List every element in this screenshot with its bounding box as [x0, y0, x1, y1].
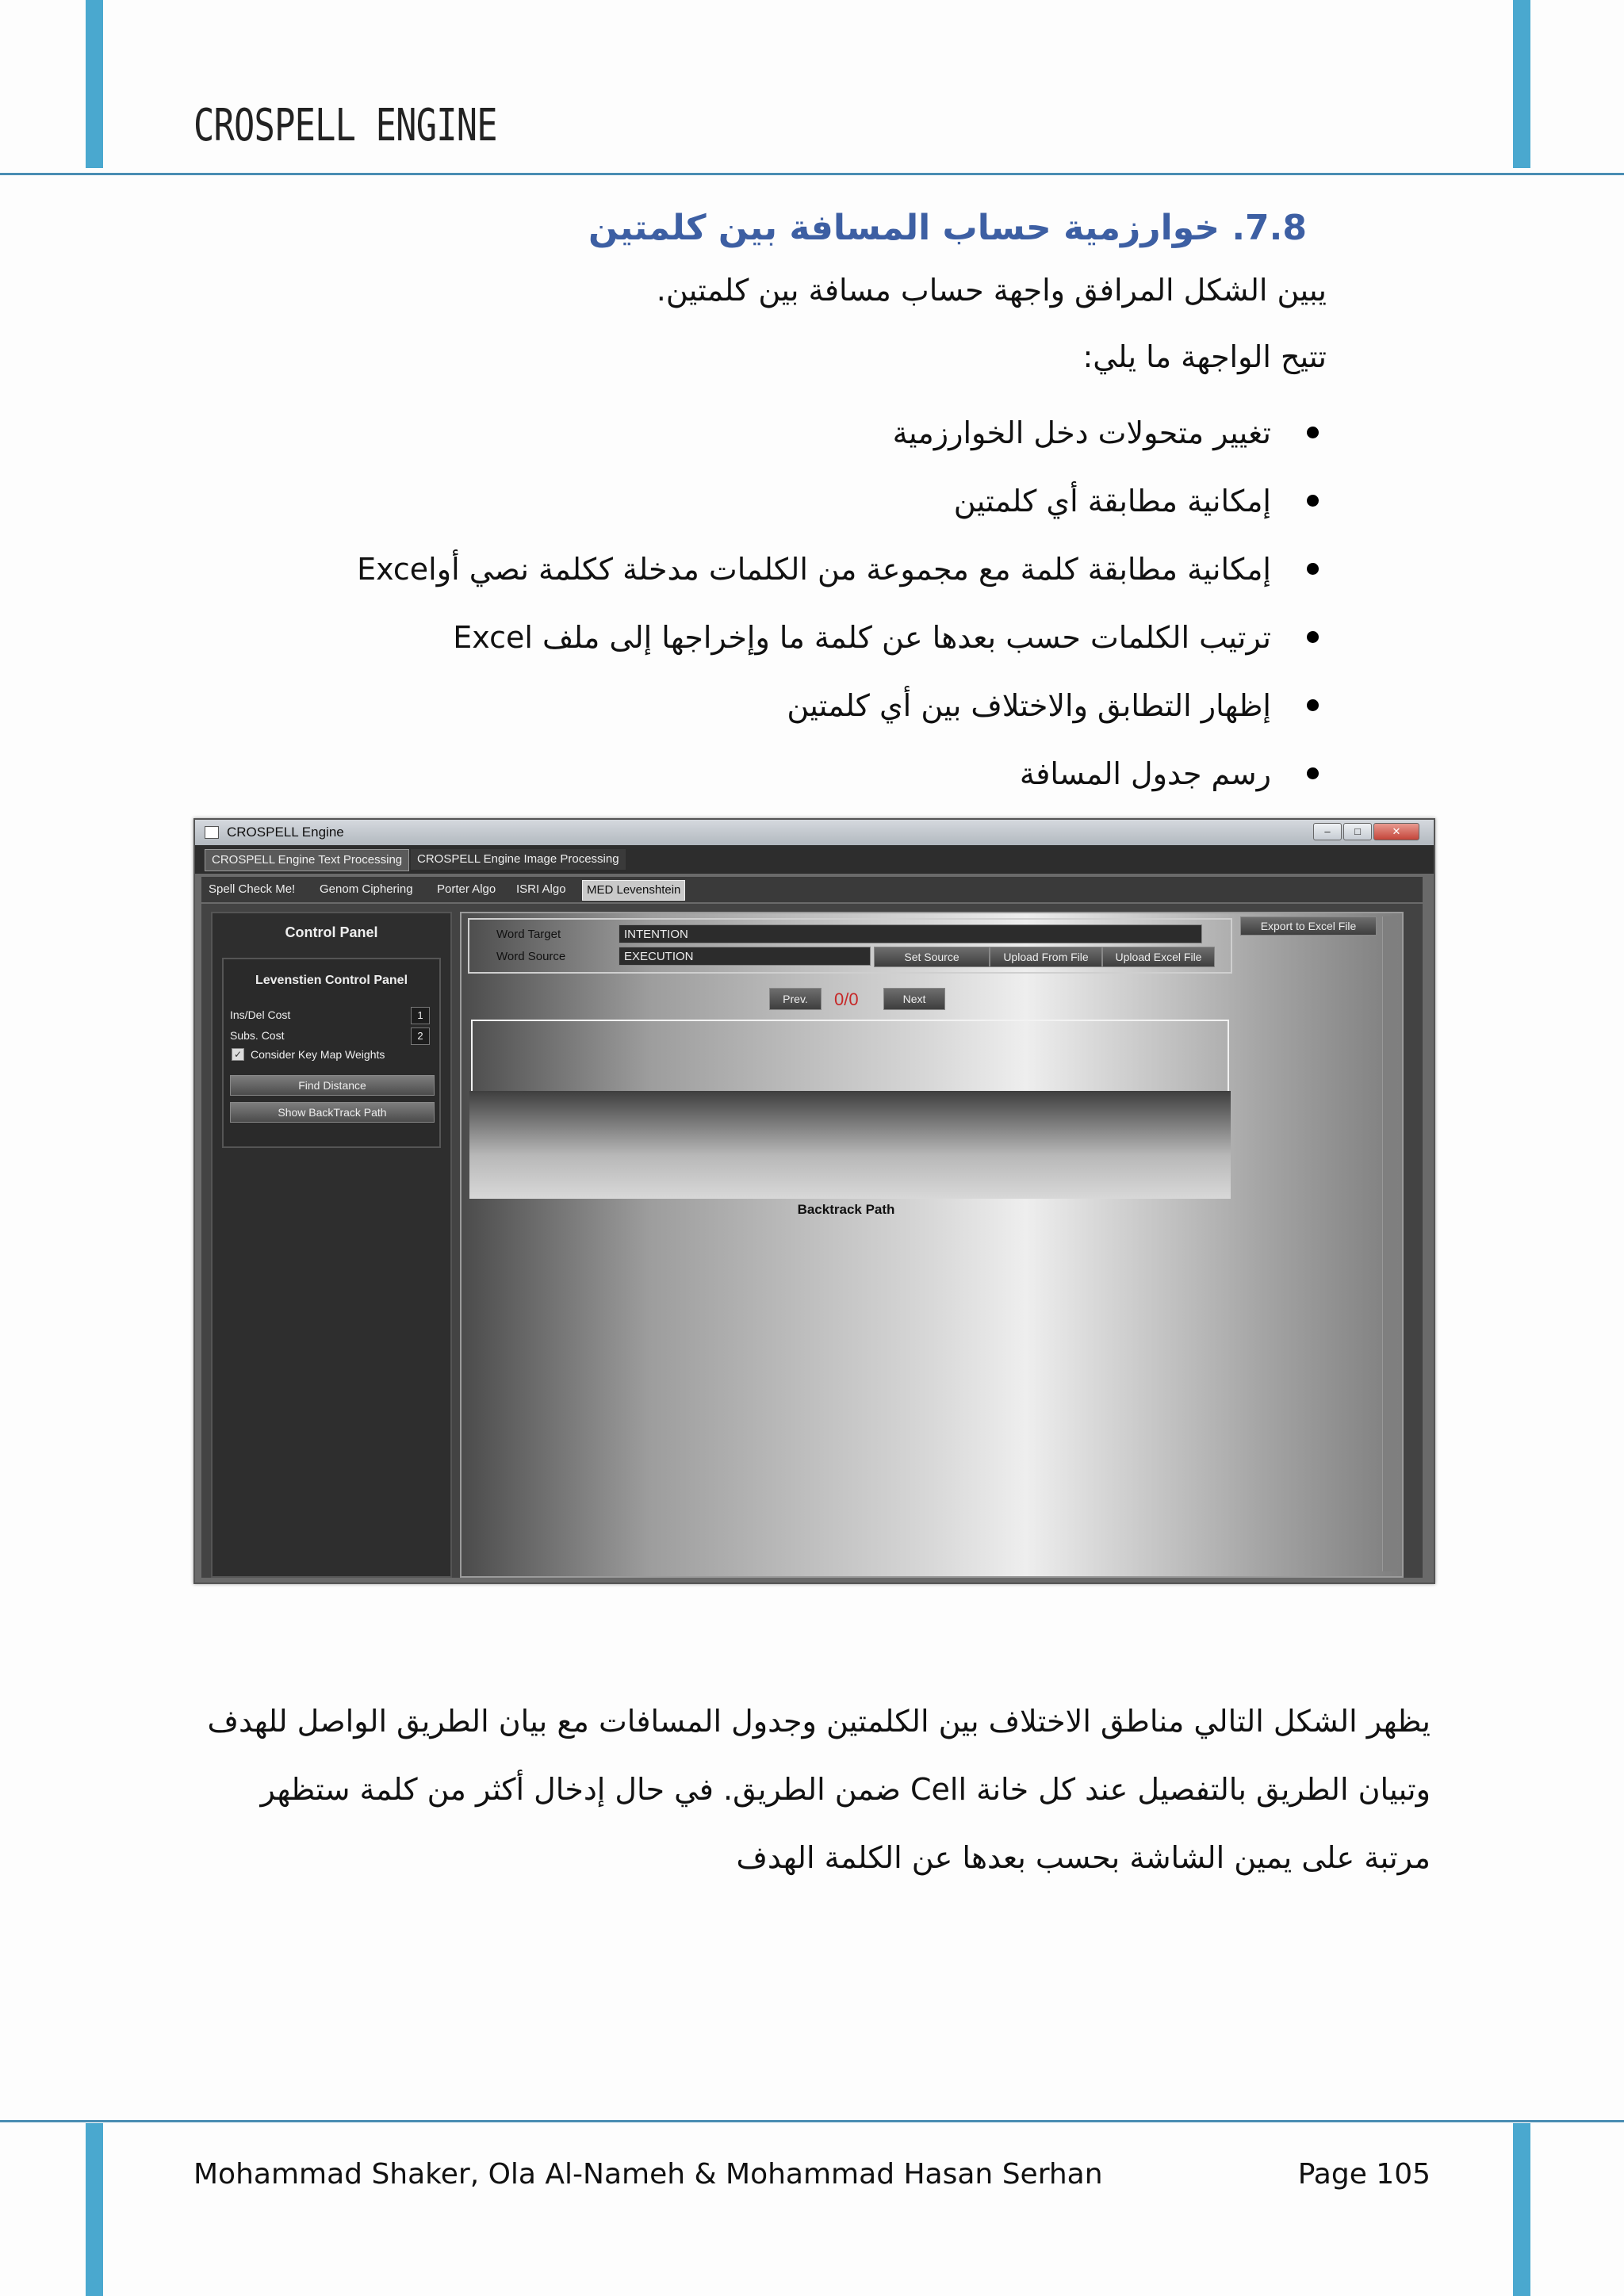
close-icon[interactable]: ✕: [1373, 823, 1419, 840]
consider-key-map-checkbox[interactable]: ✓: [232, 1048, 244, 1061]
top-tab-strip: [195, 845, 1434, 874]
word-source-label: Word Source: [496, 950, 566, 963]
prev-button[interactable]: Prev.: [769, 988, 822, 1010]
set-source-button[interactable]: Set Source: [874, 947, 990, 967]
lev-panel-title: Levenstien Control Panel: [255, 974, 408, 987]
outro-paragraph: يظهر الشكل التالي مناطق الاختلاف بين الكلمتين وجدول المسافات مع بيان الطريق الواصل للهدف وتبيان الطريق بالتفصيل عند كل خانة Cell ضمن الطريق. في حال إدخال أكثر من كلمة ستظهر مرتبة على يمين الشاشة بحسب بعدها عن الكلمة الهدف: [207, 1704, 1431, 1875]
show-backtrack-button[interactable]: Show BackTrack Path: [230, 1102, 435, 1123]
page-header-title: CROSPELL ENGINE: [193, 100, 497, 151]
tab-spell-check[interactable]: Spell Check Me!: [209, 882, 296, 896]
list-item: إمكانية مطابقة كلمة مع مجموعة من الكلمات مدخلة ككلمة نصي أوExcel: [357, 549, 1327, 617]
tab-isri-algo[interactable]: ISRI Algo: [516, 882, 566, 896]
bottom-right-accent-bar: [1513, 2123, 1530, 2296]
tab-porter-algo[interactable]: Porter Algo: [437, 882, 496, 896]
footer-authors: Mohammad Shaker, Ola Al-Nameh & Mohammad Hasan Serhan: [193, 2158, 1103, 2191]
list-item: تغيير متحولات دخل الخوارزمية: [357, 412, 1327, 480]
section-heading: 7.8. خوارزمية حساب المسافة بين كلمتين: [588, 208, 1307, 248]
word-source-input[interactable]: EXECUTION: [619, 947, 871, 966]
maximize-icon[interactable]: □: [1343, 823, 1372, 840]
control-panel: [211, 912, 452, 1578]
feature-list: [357, 412, 1327, 821]
subs-cost-input[interactable]: 2: [411, 1027, 430, 1045]
control-panel-title: Control Panel: [285, 924, 378, 940]
word-target-label: Word Target: [496, 928, 561, 941]
backtrack-label: Backtrack Path: [797, 1202, 895, 1217]
tab-genom-ciphering[interactable]: Genom Ciphering: [320, 882, 413, 896]
list-item: إمكانية مطابقة أي كلمتين: [357, 480, 1327, 549]
sub-tab-strip: [201, 877, 1423, 902]
ins-del-label: Ins/Del Cost: [230, 1008, 291, 1021]
ins-del-input[interactable]: 1: [411, 1007, 430, 1024]
result-counter: 0/0: [834, 989, 859, 1009]
intro-line-2: تتيح الواجهة ما يلي:: [1082, 339, 1327, 374]
intro-line-1: يبين الشكل المرافق واجهة حساب مسافة بين كلمتين.: [656, 273, 1327, 308]
levenshtein-control-panel: [222, 958, 441, 1148]
next-button[interactable]: Next: [883, 988, 945, 1010]
vertical-scrollbar[interactable]: [1382, 916, 1397, 1571]
window-title: CROSPELL Engine: [227, 825, 344, 840]
top-right-accent-bar: [1513, 0, 1530, 168]
checkbox-label: Consider Key Map Weights: [251, 1048, 385, 1061]
result-display-box: [471, 1020, 1229, 1093]
tab-image-processing[interactable]: CROSPELL Engine Image Processing: [411, 849, 626, 870]
word-target-input[interactable]: INTENTION: [619, 924, 1202, 943]
footer-rule: [0, 2120, 1624, 2122]
tab-med-levenshtein[interactable]: MED Levenshtein: [582, 880, 685, 901]
list-item: رسم جدول المسافة: [357, 753, 1327, 821]
tab-text-processing[interactable]: CROSPELL Engine Text Processing: [205, 849, 409, 871]
list-item: إظهار التطابق والاختلاف بين أي كلمتين: [357, 685, 1327, 753]
export-excel-button[interactable]: Export to Excel File: [1240, 916, 1377, 936]
minimize-icon[interactable]: –: [1313, 823, 1342, 840]
page-number: Page 105: [1297, 2158, 1431, 2191]
find-distance-button[interactable]: Find Distance: [230, 1075, 435, 1096]
upload-from-file-button[interactable]: Upload From File: [990, 947, 1102, 967]
subs-cost-label: Subs. Cost: [230, 1029, 285, 1042]
bottom-left-accent-bar: [86, 2123, 103, 2296]
word-input-group: [468, 918, 1232, 974]
window-titlebar: [195, 820, 1434, 845]
app-screenshot: [193, 818, 1435, 1584]
top-left-accent-bar: [86, 0, 103, 168]
header-rule: [0, 173, 1624, 175]
upload-excel-button[interactable]: Upload Excel File: [1102, 947, 1215, 967]
app-icon: [205, 826, 219, 839]
backtrack-image: [469, 1091, 1231, 1199]
result-area: [460, 912, 1404, 1578]
list-item: ترتيب الكلمات حسب بعدها عن كلمة ما وإخراجها إلى ملف Excel: [357, 617, 1327, 685]
